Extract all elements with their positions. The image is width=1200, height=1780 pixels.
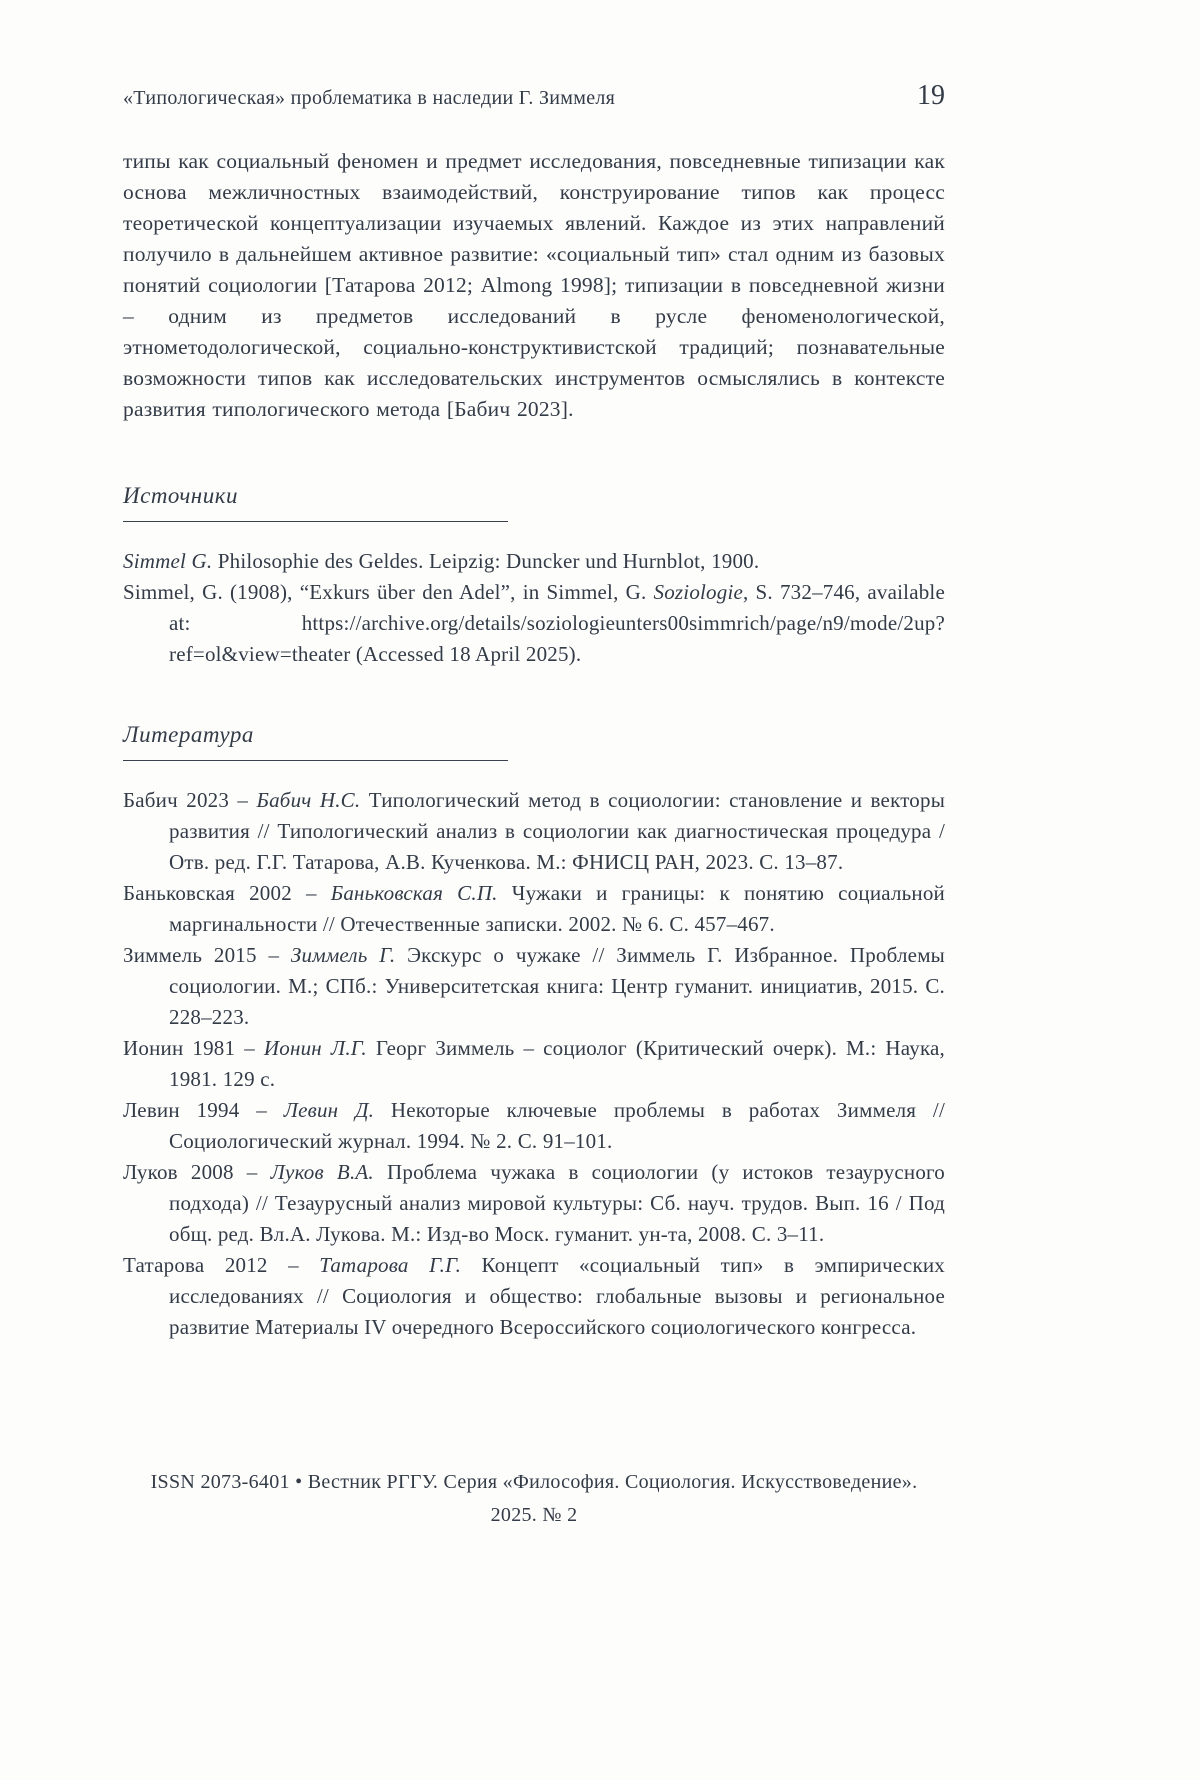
- sources-section: [123, 483, 945, 670]
- footer-issue-line: 2025. № 2: [490, 1504, 578, 1526]
- reference-author: Татарова Г.Г.: [319, 1253, 462, 1277]
- reference-text-post: , S. 732–746, available at: https://archive.org/details/soziologieunters00simmrich/page/n9/mode/2up?ref=ol&view=theater (Accessed 18 April 2025).: [169, 580, 945, 666]
- reference-item: [123, 1157, 945, 1250]
- reference-text-post: Типологический метод в социологии: становление и векторы развития // Типологический анализ в социологии как диагностическая процедура / Отв. ред. Г.Г. Татарова, А.В. Кученкова. М.: ФНИСЦ РАН, 2023. С. 13–87.: [169, 788, 946, 874]
- reference-author: Зиммель Г.: [290, 943, 396, 967]
- sources-heading: Источники: [123, 483, 508, 522]
- literature-section: [123, 722, 945, 1343]
- sources-list: [123, 546, 945, 670]
- reference-text-post: Чужаки и границы: к понятию социальной маргинальности // Отечественные записки. 2002. № 6. С. 457–467.: [169, 881, 945, 936]
- reference-item: [123, 785, 945, 878]
- reference-text-post: Георг Зиммель – социолог (Критический очерк). М.: Наука, 1981. 129 с.: [169, 1036, 945, 1091]
- literature-heading: Литература: [123, 722, 508, 761]
- reference-author: Левин Д.: [283, 1098, 375, 1122]
- running-title: «Типологическая» проблематика в наследии Г. Зиммеля: [123, 87, 616, 109]
- reference-text-pre: Зиммель 2015 –: [123, 943, 291, 967]
- reference-author: Баньковская С.П.: [330, 881, 498, 905]
- reference-author: Бабич Н.С.: [256, 788, 361, 812]
- reference-text-post: Экскурс о чужаке // Зиммель Г. Избранное. Проблемы социологии. М.; СПб.: Университетская книга: Центр гуманит. инициатив, 2015. С. 228–223.: [169, 943, 945, 1029]
- reference-author: Луков В.А.: [270, 1160, 374, 1184]
- reference-item: [123, 878, 945, 940]
- reference-text-pre: Бабич 2023 –: [123, 788, 257, 812]
- reference-text-post: Philosophie des Geldes. Leipzig: Duncker und Hurnblot, 1900.: [212, 549, 760, 573]
- page-footer: [123, 1466, 945, 1532]
- reference-text-pre: Левин 1994 –: [123, 1098, 284, 1122]
- reference-work-title: Soziologie: [653, 580, 744, 604]
- body-paragraph: типы как социальный феномен и предмет исследования, повседневные типизации как основа межличностных взаимодействий, конструирование типов как процесс теоретической концептуализации изучаемых явлений. Каждое из этих направлений получило в дальнейшем активное развитие: «социальный тип» стал одним из базовых понятий социологии [Татарова 2012; Almong 1998]; типизации в повседневной жизни – одним из предметов исследований в русле феноменологической, этнометодологической, социально-конструктивистской традиций; познавательные возможности типов как исследовательских инструментов осмыслялись в контексте развития типологического метода [Бабич 2023].: [123, 149, 945, 421]
- footer-issn-line: ISSN 2073-6401 • Вестник РГГУ. Серия «Философия. Социология. Искусствоведение».: [150, 1471, 918, 1493]
- reference-item: [123, 577, 945, 670]
- reference-item: [123, 1095, 945, 1157]
- reference-item: [123, 546, 945, 577]
- page-number: 19: [917, 80, 945, 111]
- reference-text-pre: Луков 2008 –: [123, 1160, 271, 1184]
- reference-text-pre: Ионин 1981 –: [123, 1036, 264, 1060]
- reference-item: [123, 1250, 945, 1343]
- page-header: [123, 80, 945, 112]
- reference-text-pre: Баньковская 2002 –: [123, 881, 331, 905]
- reference-author: Simmel G.: [123, 549, 213, 573]
- reference-item: [123, 940, 945, 1033]
- reference-text-post: Концепт «социальный тип» в эмпирических исследованиях // Социология и общество: глобальные вызовы и региональное развитие Материалы IV очередного Всероссийского социологического конгресса.: [169, 1253, 945, 1339]
- reference-text-pre: Simmel, G. (1908), “Exkurs über den Adel”, in Simmel, G.: [123, 580, 654, 604]
- reference-text-pre: Татарова 2012 –: [123, 1253, 320, 1277]
- literature-list: [123, 785, 945, 1343]
- reference-item: [123, 1033, 945, 1095]
- reference-text-post: Проблема чужака в социологии (у истоков тезаурусного подхода) // Тезаурусный анализ мировой культуры: Сб. науч. трудов. Вып. 16 / Под общ. ред. Вл.А. Лукова. М.: Изд-во Моск. гуманит. ун-та, 2008. С. 3–11.: [169, 1160, 946, 1246]
- reference-author: Ионин Л.Г.: [263, 1036, 367, 1060]
- reference-text-post: Некоторые ключевые проблемы в работах Зиммеля // Социологический журнал. 1994. № 2. С. 91–101.: [169, 1098, 945, 1153]
